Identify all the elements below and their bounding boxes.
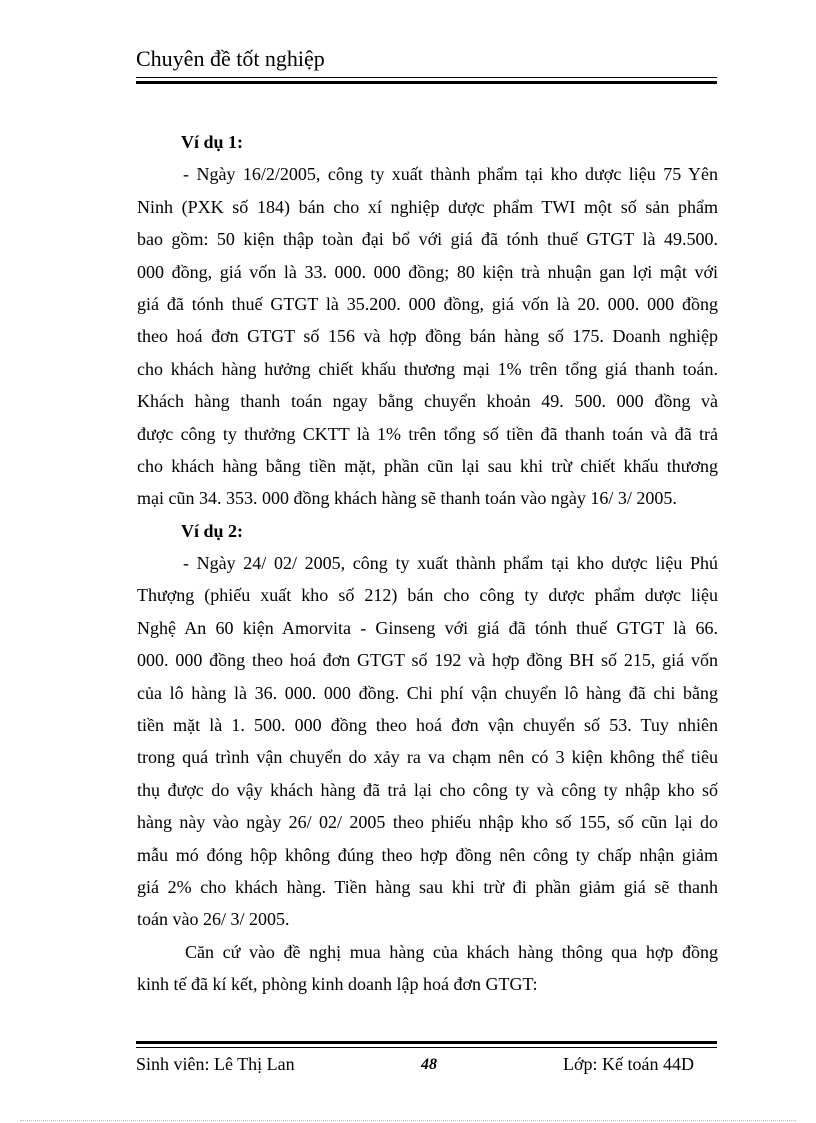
example1-line: mại cũn 34. 353. 000 đồng khách hàng sẽ thanh toán vào ngày 16/ 3/ 2005.	[137, 488, 677, 509]
example1-line: cho khách hàng hưởng chiết khấu thương mại 1% trên tổng giá thanh toán.	[137, 358, 718, 379]
example2-line: mẫu mó đóng hộp không đúng theo hợp đồng nên công ty chấp nhận giảm	[137, 844, 718, 865]
footer-student: Sinh viên: Lê Thị Lan	[136, 1054, 295, 1074]
example2-line: Nghệ An 60 kiện Amorvita - Ginseng với giá đã tónh thuế GTGT là 66.	[137, 617, 718, 638]
example2-line: 000. 000 đồng theo hoá đơn GTGT số 192 và hợp đồng BH số 215, giá vốn	[137, 650, 718, 671]
example2-line: - Ngày 24/ 02/ 2005, công ty xuất thành phẩm tại kho dược liệu Phú	[183, 553, 718, 574]
example1-line: 000 đồng, giá vốn là 33. 000. 000 đồng; 80 kiện trà nhuận gan lợi mật với	[137, 261, 718, 282]
closing-line: kinh tế đã kí kết, phòng kinh doanh lập hoá đơn GTGT:	[137, 974, 538, 995]
example1-line: cho khách hàng bằng tiền mặt, phần cũn lại sau khi trừ chiết khấu thương	[137, 455, 718, 476]
header-rule	[136, 77, 717, 84]
example2-line: của lô hàng là 36. 000. 000 đồng. Chi phí vận chuyển lô hàng đã chi bằng	[137, 682, 718, 703]
example1-line: giá đã tónh thuế GTGT là 35.200. 000 đồng, giá vốn là 20. 000. 000 đồng	[137, 293, 718, 314]
document-body	[137, 126, 718, 1001]
example2-line: thụ được do vậy khách hàng đã trả lại cho công ty và công ty nhập kho số	[137, 779, 718, 800]
example1-heading: Ví dụ 1:	[181, 132, 244, 152]
footer-rule	[136, 1041, 717, 1048]
closing-line: Căn cứ vào đề nghị mua hàng của khách hàng thông qua hợp đồng	[185, 941, 718, 962]
page-edge-divider	[20, 1120, 796, 1121]
example1-line: Ninh (PXK số 184) bán cho xí nghiệp dược phẩm TWI một số sản phẩm	[137, 196, 718, 217]
footer-class: Lớp: Kế toán 44D	[563, 1054, 694, 1074]
page-header-title: Chuyên đề tốt nghiệp	[136, 46, 325, 71]
example1-line: bao gồm: 50 kiện thập toàn đại bổ với giá đã tónh thuế GTGT là 49.500.	[137, 229, 718, 250]
example2-line: toán vào 26/ 3/ 2005.	[137, 909, 290, 930]
example2-line: giá 2% cho khách hàng. Tiền hàng sau khi trừ đi phần giảm giá sẽ thanh	[137, 876, 718, 897]
example2-line: Thượng (phiếu xuất kho số 212) bán cho công ty dược phẩm dược liệu	[137, 585, 718, 606]
example2-line: tiền mặt là 1. 500. 000 đồng theo hoá đơn vận chuyển số 53. Tuy nhiên	[137, 715, 718, 736]
example1-line: theo hoá đơn GTGT số 156 và hợp đồng bán hàng số 175. Doanh nghiệp	[137, 326, 718, 347]
example1-line: - Ngày 16/2/2005, công ty xuất thành phẩm tại kho dược liệu 75 Yên	[183, 164, 718, 185]
example1-line: được công ty thưởng CKTT là 1% trên tổng số tiền đã thanh toán và đã trả	[137, 423, 718, 444]
example2-heading: Ví dụ 2:	[181, 520, 244, 541]
example2-line: trong quá trình vận chuyển do xảy ra va chạm nên có 3 kiện không thể tiêu	[137, 747, 718, 768]
example2-line: hàng này vào ngày 26/ 02/ 2005 theo phiếu nhập kho số 155, số cũn lại do	[137, 812, 718, 833]
page-number: 48	[421, 1056, 437, 1073]
example1-line: Khách hàng thanh toán ngay bằng chuyển khoản 49. 500. 000 đồng và	[137, 391, 718, 412]
